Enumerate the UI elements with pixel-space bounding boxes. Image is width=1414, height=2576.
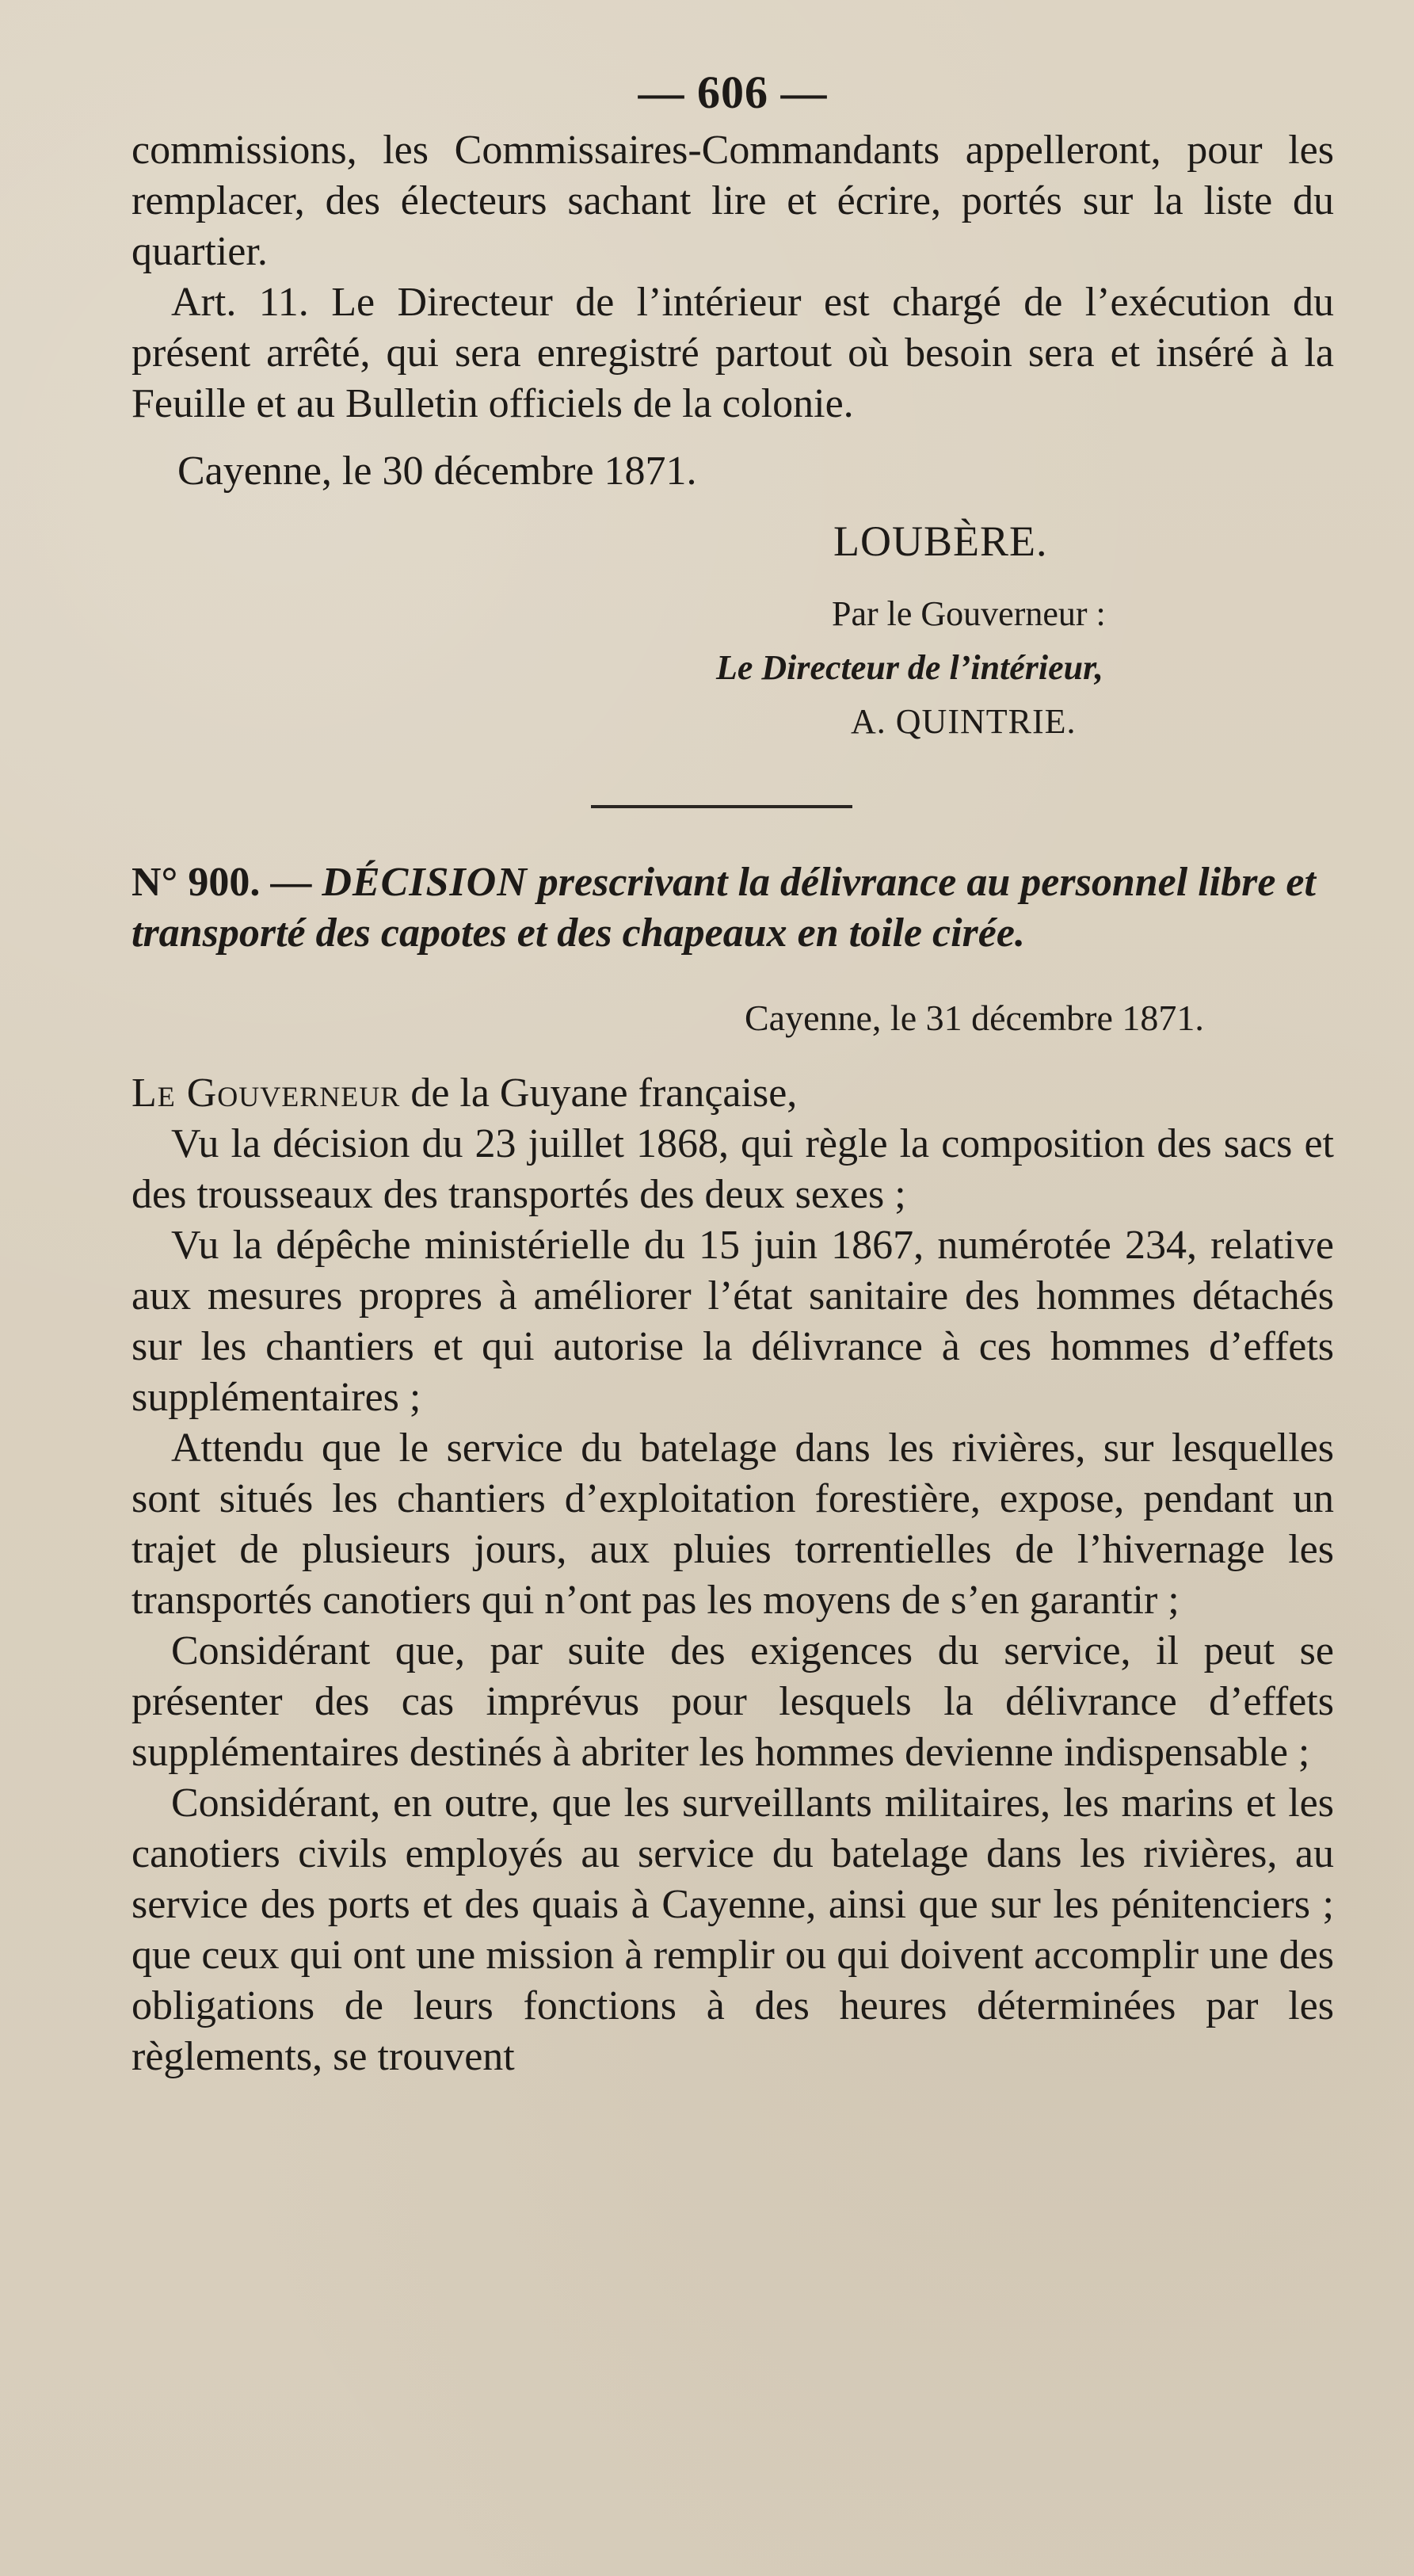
paragraph-ministerial-dispatch: Vu la dépêche ministérielle du 15 juin 1867, numérotée 234, relative aux mesures propres à améliorer l’état sanitaire des hommes détachés sur les chantiers et qui autorise la délivrance à ces hommes d’effets supplémentaires ; [131, 1223, 1334, 1420]
page-number: — 606 — [638, 67, 828, 118]
signature-line-quintrie: A. QUINTRIE. [851, 702, 1077, 741]
paragraph-considerant-2: Considérant, en outre, que les surveillants militaires, les marins et les canotiers civils employés au service du batelage dans les rivières, au service des ports et des quais à Cayenne, ainsi que sur les pénitenciers ; que ceux qui ont une mission à remplir ou qui doivent accomplir une des obligations de leurs fonctions à des heures déterminées par les règlements, se trouvent [131, 1780, 1334, 2079]
signature-name: LOUBÈRE. [833, 517, 1048, 565]
governor-title: Le Gouverneur [131, 1070, 401, 1116]
governor-rest: de la Guyane française, [400, 1070, 798, 1116]
section-divider [131, 799, 1334, 840]
paragraph-attendu: Attendu que le service du batelage dans les rivières, sur lesquelles sont situés les chantiers d’exploitation forestière, expose, pendant un trajet de plusieurs jours, aux pluies torrentielles de l’hivernage les transportés canotiers qui n’ont pas les moyens de s’en garantir ; [131, 1425, 1334, 1623]
decision-number: N° 900. — [131, 860, 312, 905]
signature-block [131, 498, 1334, 799]
paragraph-considerant-1: Considérant que, par suite des exigences du service, il peut se présenter des cas imprévus pour lesquels la délivrance d’effets supplémentaires destinés à abriter les hommes devienne indispensable ; [131, 1628, 1334, 1775]
paragraph-decision-1868: Vu la décision du 23 juillet 1868, qui règle la composition des sacs et des trousseaux des transportés des deux sexes ; [131, 1121, 1334, 1217]
paragraph-commissions: commissions, les Commissaires-Commandants appelleront, pour les remplacer, des électeurs sachant lire et écrire, portés sur la liste du quartier. [131, 128, 1334, 274]
paragraph-article-11: Art. 11. Le Directeur de l’intérieur est chargé de l’exécution du présent arrêté, qui sera enregistré partout où besoin sera et inséré à la Feuille et au Bulletin officiels de la colonie. [131, 280, 1334, 426]
decision-date: Cayenne, le 31 décembre 1871. [745, 998, 1204, 1038]
first-date-line: Cayenne, le 30 décembre 1871. [177, 448, 697, 494]
page-content [131, 65, 1334, 2082]
decision-description: prescrivant la délivrance au personnel libre et transporté des capotes et des chapeaux en toile cirée. [131, 860, 1316, 956]
signature-line-by-governor: Par le Gouverneur : [832, 594, 1106, 633]
divider-rule [591, 805, 852, 808]
governor-line [131, 1068, 1334, 1119]
signature-line-director: Le Directeur de l’intérieur, [716, 648, 1103, 687]
decision-label: DÉCISION [322, 860, 528, 905]
decision-heading [131, 857, 1334, 959]
